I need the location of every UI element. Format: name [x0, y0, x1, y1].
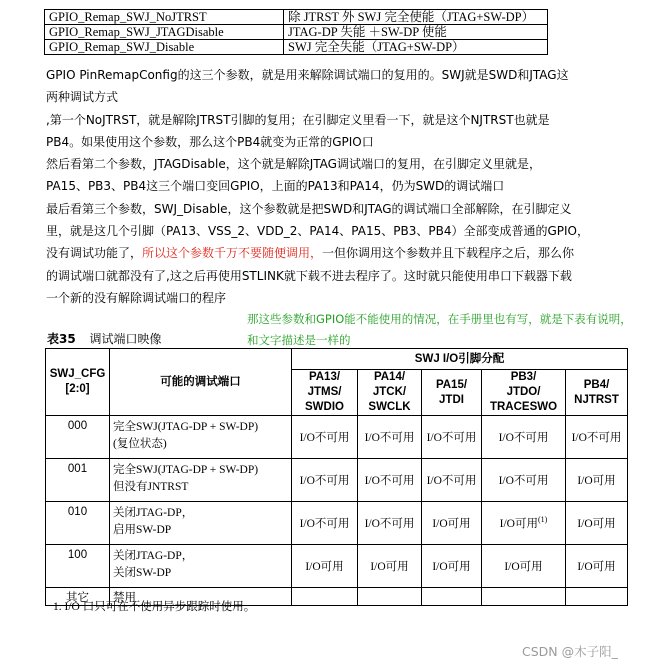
pin-line: PB4/ — [583, 378, 610, 391]
io-cell — [422, 588, 482, 606]
io-cell: I/O不可用 — [292, 416, 358, 459]
pin-line: JTDI — [439, 393, 464, 406]
port-cell — [110, 545, 292, 588]
text-line: 两种调试方式 — [46, 90, 119, 105]
io-cell: I/O不可用 — [566, 416, 628, 459]
text-line: PB4。如果使用这个参数，那么这个PB4就变为正常的GPIO口 — [46, 134, 374, 149]
cfg-cell: 000 — [46, 416, 110, 459]
io-cell: I/O不可用 — [358, 502, 422, 545]
table-row — [46, 459, 628, 502]
port-line: 启用SW-DP — [113, 524, 172, 536]
table-row — [46, 502, 628, 545]
param-desc: JTAG-DP 失能 ＋SW-DP 使能 — [284, 25, 548, 40]
port-cell: 禁用 — [110, 588, 292, 606]
debug-port-mapping-table — [45, 348, 628, 606]
io-cell — [566, 588, 628, 606]
cfg-cell: 100 — [46, 545, 110, 588]
io-cell: I/O不可用 — [292, 502, 358, 545]
csdn-watermark: CSDN @木子阳_ — [522, 644, 618, 659]
pin-line: PA14/ — [373, 371, 406, 383]
io-cell: I/O不可用 — [482, 416, 566, 459]
pin-line: JTDO/ — [506, 386, 541, 398]
io-cell: I/O可用 — [566, 459, 628, 502]
explanation-paragraph — [46, 64, 626, 309]
cfg-cell: 010 — [46, 502, 110, 545]
text-line: GPIO PinRemapConfig的这三个参数，就是用来解除调试端口的复用的。SWJ就是SWD和JTAG这 — [46, 68, 569, 82]
io-cell: I/O不可用 — [482, 459, 566, 502]
pin-line: PA13/ — [308, 371, 341, 383]
port-line: 完全SWJ(JTAG-DP + SW-DP) — [113, 464, 259, 476]
pin-line: PB3/ — [510, 371, 537, 383]
pin-header — [422, 370, 482, 416]
pin-line: JTCK/ — [372, 386, 407, 398]
table-row — [45, 25, 548, 40]
remap-parameter-table — [44, 9, 548, 55]
pin-header — [358, 370, 422, 416]
port-line: 关闭SW-DP — [113, 567, 172, 579]
header-text: SWJ_CFG — [49, 368, 106, 380]
io-cell: I/O可用 — [422, 545, 482, 588]
io-cell — [358, 588, 422, 606]
io-cell — [292, 588, 358, 606]
io-cell: I/O可用 — [358, 545, 422, 588]
port-line: 但没有JNTRST — [113, 481, 189, 493]
header-cfg — [46, 349, 110, 416]
table-caption — [47, 330, 162, 347]
io-cell: I/O可用 — [482, 545, 566, 588]
io-cell: I/O不可用 — [422, 459, 482, 502]
table-number: 表35 — [47, 332, 76, 346]
port-line: (复位状态) — [113, 438, 167, 450]
green-annotation — [247, 309, 632, 351]
param-name: GPIO_Remap_SWJ_NoJTRST — [45, 10, 284, 25]
text-line: 然后看第二个参数，JTAGDisable，这个就是解除JTAG调试端口的复用，在引脚定义里就是， — [46, 157, 541, 172]
io-cell: I/O可用 — [566, 545, 628, 588]
cfg-cell: 其它 — [46, 588, 110, 606]
param-desc: 除 JTRST 外 SWJ 完全使能（JTAG+SW-DP） — [284, 10, 548, 25]
header-row — [46, 349, 628, 370]
text-line: 最后看第三个参数，SWJ_Disable，这个参数就是把SWD和JTAG的调试端口全部解除，在引脚定义 — [46, 201, 572, 216]
table-row — [45, 40, 548, 55]
text-line — [46, 242, 626, 264]
port-line: 关闭JTAG-DP， — [113, 550, 194, 562]
param-desc: SWJ 完全失能（JTAG+SW-DP） — [284, 40, 548, 55]
io-value: I/O可用 — [499, 518, 538, 530]
cfg-cell: 001 — [46, 459, 110, 502]
warning-text: 所以这个参数千万不要随便调用， — [142, 246, 323, 261]
pin-header — [566, 370, 628, 416]
io-cell: I/O不可用 — [358, 459, 422, 502]
port-line: 关闭JTAG-DP， — [113, 507, 194, 519]
text-line: ,第一个NoJTRST，就是解除JTRST引脚的复用；在引脚定义里看一下，就是这个NJTRST也就是 — [46, 112, 550, 127]
pin-line: SWCLK — [368, 401, 411, 413]
port-cell — [110, 416, 292, 459]
annotation-line: 和文字描述是一样的 — [247, 333, 351, 347]
text-segment: 没有调试功能了， — [46, 246, 143, 261]
table-footnote: 1. I/O 口只可在不使用异步跟踪时使用。 — [53, 601, 256, 613]
pin-header — [482, 370, 566, 416]
table-row — [46, 416, 628, 459]
pin-line: PA15/ — [435, 378, 468, 391]
io-cell: I/O可用 — [292, 545, 358, 588]
text-line: PA15、PB3、PB4这三个端口变回GPIO，上面的PA13和PA14，仍为SWD的调试端口 — [46, 179, 505, 194]
io-cell: I/O可用 — [422, 502, 482, 545]
pin-header — [292, 370, 358, 416]
io-cell — [482, 502, 566, 545]
pin-line: SWDIO — [305, 401, 344, 413]
footnote-marker: (1) — [538, 515, 548, 525]
io-cell: I/O不可用 — [292, 459, 358, 502]
io-cell: I/O可用 — [566, 502, 628, 545]
header-text: [2:0] — [65, 383, 90, 395]
io-cell — [482, 588, 566, 606]
port-cell — [110, 459, 292, 502]
param-name: GPIO_Remap_SWJ_Disable — [45, 40, 284, 55]
port-cell — [110, 502, 292, 545]
text-line: 里，就是这几个引脚（PA13、VSS_2、VDD_2、PA14、PA15、PB3、PB4）全部变成普通的GPIO， — [46, 224, 589, 239]
port-line: 完全SWJ(JTAG-DP + SW-DP) — [113, 421, 259, 433]
pin-line: JTMS/ — [307, 386, 342, 398]
pin-line: TRACESWO — [489, 401, 558, 413]
pin-line: NJTRST — [574, 393, 619, 406]
text-line: 一个新的没有解除调试端口的程序 — [46, 290, 227, 305]
table-row — [45, 10, 548, 25]
text-segment: 一但你调用这个参数并且下载程序之后，那么你 — [322, 246, 575, 261]
table-title: 调试端口映像 — [89, 332, 162, 346]
param-name: GPIO_Remap_SWJ_JTAGDisable — [45, 25, 284, 40]
header-ports: 可能的调试端口 — [110, 349, 292, 416]
io-cell: I/O不可用 — [422, 416, 482, 459]
text-line: 的调试端口就都没有了,这之后再使用STLINK就下载不进去程序了。这时就只能使用串口下载器下载 — [46, 268, 572, 283]
io-cell: I/O不可用 — [358, 416, 422, 459]
annotation-line: 那这些参数和GPIO能不能使用的情况，在手册里也有写，就是下表有说明， — [247, 312, 632, 326]
header-allocation: SWJ I/O引脚分配 — [292, 349, 628, 370]
table-row — [46, 545, 628, 588]
